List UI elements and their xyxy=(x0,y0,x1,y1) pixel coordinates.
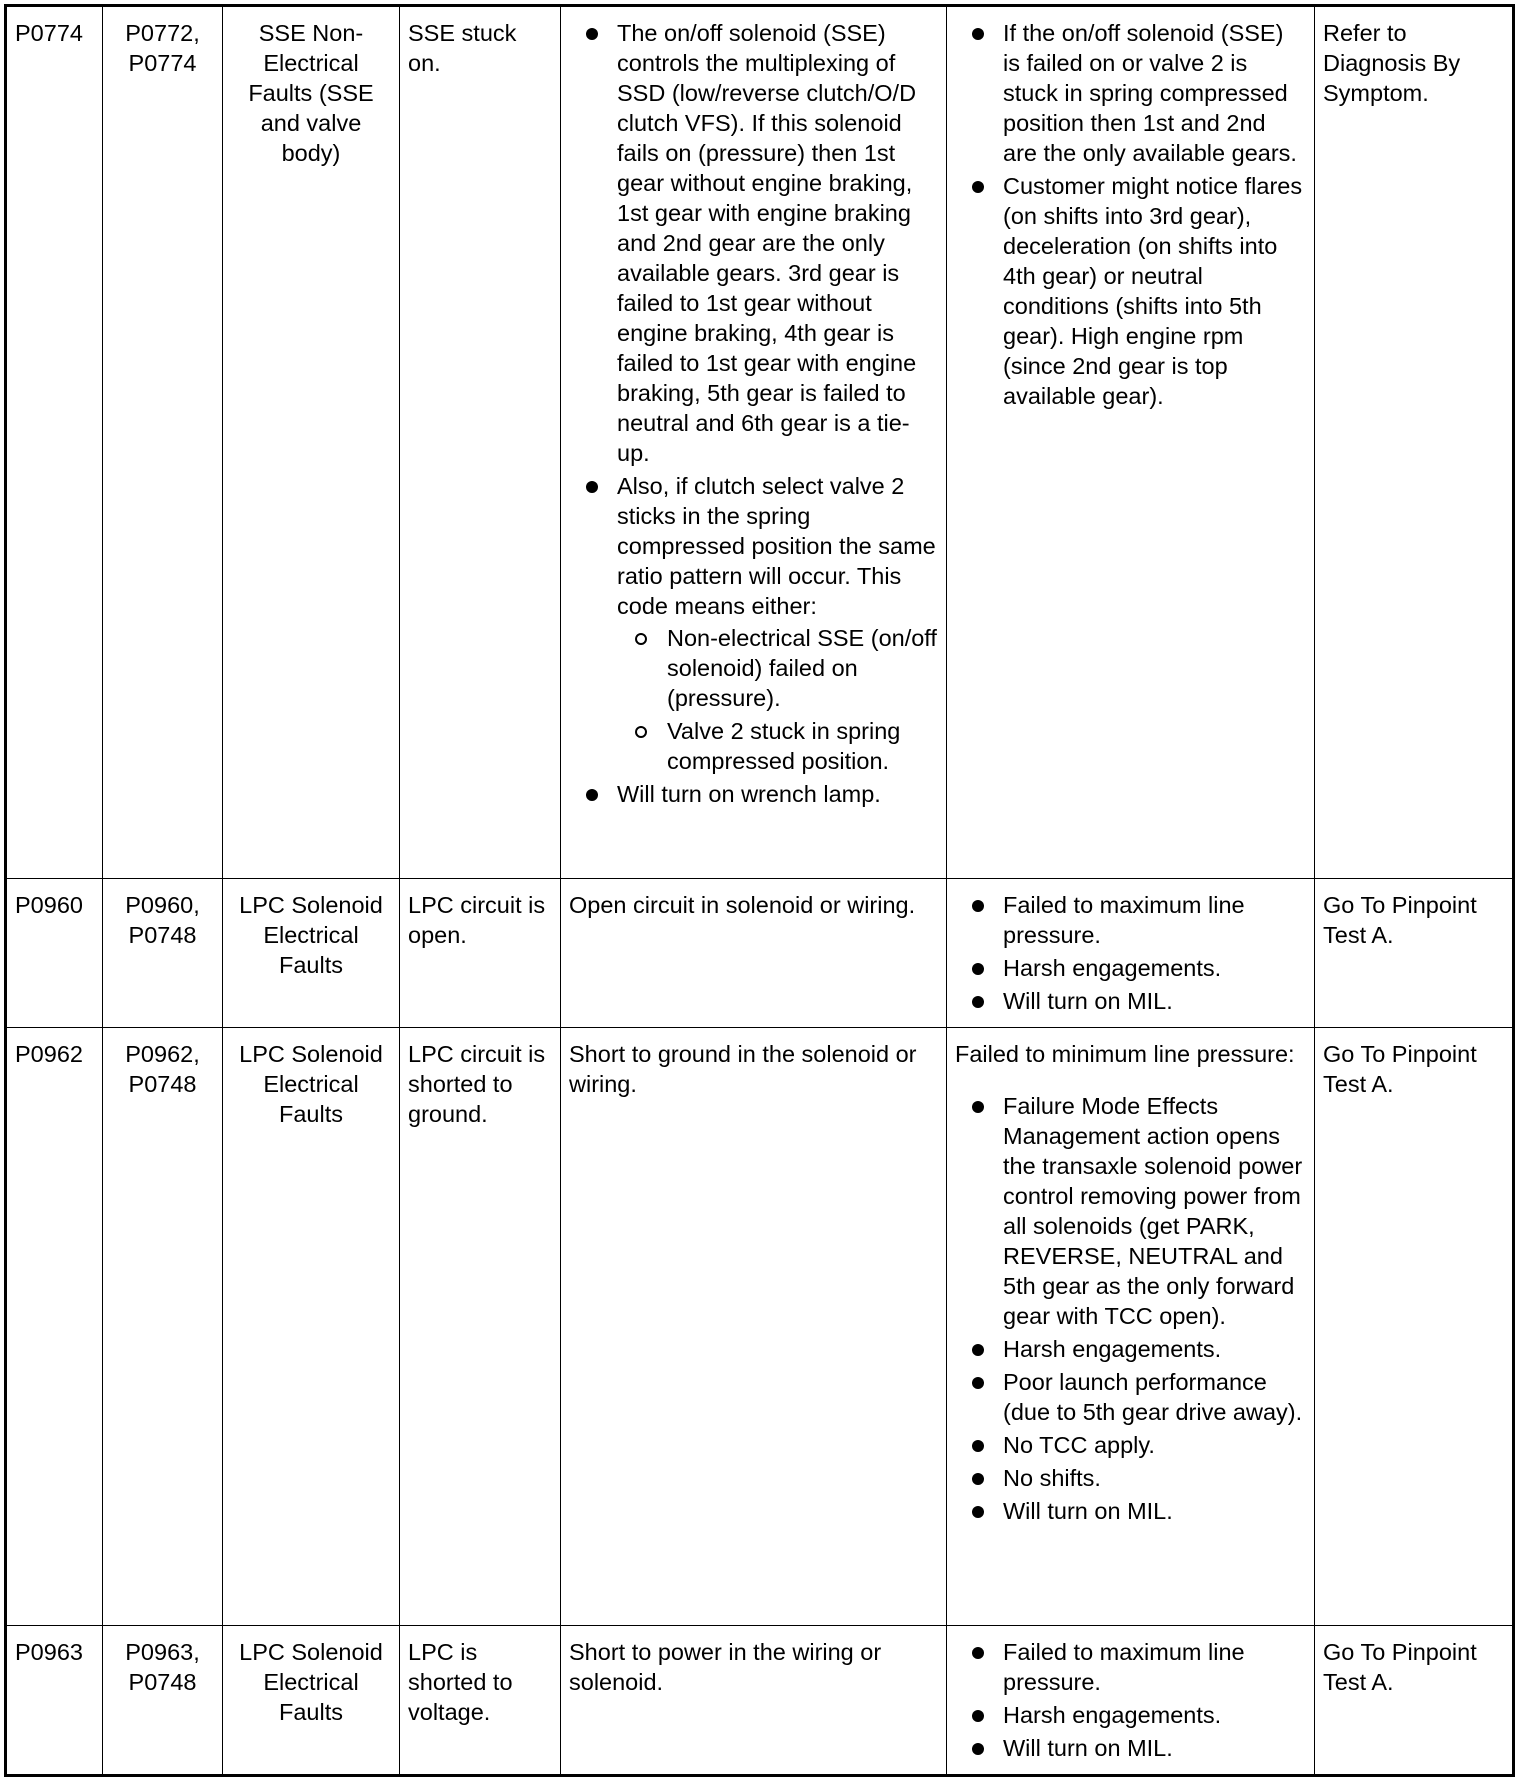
list-item xyxy=(955,1367,1306,1427)
list-item xyxy=(955,1733,1306,1763)
cause-cell xyxy=(561,6,947,879)
cause-list xyxy=(569,18,938,809)
cause-cell xyxy=(561,1626,947,1776)
fault-condition: SSE stuck on. xyxy=(408,20,517,76)
symptom-cell xyxy=(947,879,1315,1028)
sub-list-item xyxy=(617,623,938,713)
symptom-text: Customer might notice flares (on shifts into 3rd gear), deceleration (on shifts into 4th gear) or neutral conditions (shifts into 5th gear). High engine rpm (since 2nd gear is top available gear). xyxy=(1003,173,1303,409)
symptom-lead: Failed to minimum line pressure: xyxy=(955,1041,1295,1067)
fault-condition: LPC is shorted to voltage. xyxy=(408,1639,513,1725)
cause-text: The on/off solenoid (SSE) controls the multiplexing of SSD (low/reverse clutch/O/D clutch VFS). If this solenoid fails on (pressure) then 1st gear without engine braking, 1st gear with engine braking and 2nd gear are the only available gears. 3rd gear is failed to 1st gear without engine braking, 4th gear is failed to 1st gear with engine braking, 5th gear is failed to neutral and 6th gear is a tie-up. xyxy=(617,20,917,466)
dtc-code: P0774 xyxy=(15,20,83,46)
condition-cell xyxy=(400,879,561,1028)
symptom-text: Harsh engagements. xyxy=(1003,1702,1222,1728)
cause-cell xyxy=(561,1028,947,1626)
dtc-code-cell xyxy=(6,6,103,879)
symptom-list xyxy=(955,890,1306,1016)
symptom-cell xyxy=(947,6,1315,879)
cause-subtext: Non-electrical SSE (on/off solenoid) failed on (pressure). xyxy=(667,625,937,711)
symptom-text: Harsh engagements. xyxy=(1003,1336,1222,1362)
cause-subtext: Valve 2 stuck in spring compressed position. xyxy=(667,718,901,774)
cause-text: Short to ground in the solenoid or wiring. xyxy=(569,1041,917,1097)
dtc-code: P0963 xyxy=(15,1639,83,1665)
list-item xyxy=(569,471,938,776)
action-text: Go To Pinpoint Test A. xyxy=(1323,892,1477,948)
description-cell xyxy=(223,6,400,879)
related-codes: P0962, P0748 xyxy=(125,1041,200,1097)
list-item xyxy=(955,953,1306,983)
description-cell xyxy=(223,1028,400,1626)
list-item xyxy=(569,18,938,468)
related-codes-cell xyxy=(103,879,223,1028)
symptom-text: Failure Mode Effects Management action opens the transaxle solenoid power control removing power from all solenoids (get PARK, REVERSE, NEUTRAL and 5th gear as the only forward gear with TCC open). xyxy=(1003,1093,1303,1329)
fault-description: LPC Solenoid Electrical Faults xyxy=(239,1041,383,1127)
description-cell xyxy=(223,1626,400,1776)
cause-cell xyxy=(561,879,947,1028)
description-cell xyxy=(223,879,400,1028)
list-item xyxy=(955,890,1306,950)
cause-text: Open circuit in solenoid or wiring. xyxy=(569,892,916,918)
cause-text: Also, if clutch select valve 2 sticks in the spring compressed position the same ratio pattern will occur. This code means either: xyxy=(617,473,936,619)
list-item xyxy=(955,1430,1306,1460)
list-item xyxy=(955,986,1306,1016)
table-row xyxy=(6,6,1514,879)
symptom-text: Harsh engagements. xyxy=(1003,955,1222,981)
fault-condition: LPC circuit is shorted to ground. xyxy=(408,1041,546,1127)
list-item xyxy=(955,1700,1306,1730)
related-codes: P0772, P0774 xyxy=(125,20,200,76)
dtc-code-cell xyxy=(6,1028,103,1626)
symptom-text: No TCC apply. xyxy=(1003,1432,1155,1458)
list-item xyxy=(955,1637,1306,1697)
fault-condition: LPC circuit is open. xyxy=(408,892,546,948)
list-item xyxy=(955,1496,1306,1526)
symptom-text: Will turn on MIL. xyxy=(1003,988,1173,1014)
condition-cell xyxy=(400,1626,561,1776)
action-cell xyxy=(1315,1028,1514,1626)
symptom-list xyxy=(955,1637,1306,1763)
related-codes-cell xyxy=(103,1028,223,1626)
action-cell xyxy=(1315,879,1514,1028)
symptom-list xyxy=(955,18,1306,411)
action-text: Refer to Diagnosis By Symptom. xyxy=(1323,20,1461,106)
symptom-text: Failed to maximum line pressure. xyxy=(1003,892,1245,948)
dtc-code: P0960 xyxy=(15,892,83,918)
cause-text: Short to power in the wiring or solenoid. xyxy=(569,1639,882,1695)
fault-description: LPC Solenoid Electrical Faults xyxy=(239,892,383,978)
action-cell xyxy=(1315,6,1514,879)
action-text: Go To Pinpoint Test A. xyxy=(1323,1639,1477,1695)
condition-cell xyxy=(400,1028,561,1626)
dtc-table xyxy=(4,4,1515,1777)
dtc-code: P0962 xyxy=(15,1041,83,1067)
symptom-text: Will turn on MIL. xyxy=(1003,1735,1173,1761)
related-codes: P0960, P0748 xyxy=(125,892,200,948)
symptom-text: Failed to maximum line pressure. xyxy=(1003,1639,1245,1695)
fault-description: LPC Solenoid Electrical Faults xyxy=(239,1639,383,1725)
list-item xyxy=(955,18,1306,168)
dtc-code-cell xyxy=(6,1626,103,1776)
list-item xyxy=(955,1334,1306,1364)
dtc-code-cell xyxy=(6,879,103,1028)
symptom-text: No shifts. xyxy=(1003,1465,1101,1491)
symptom-list xyxy=(955,1091,1306,1526)
action-cell xyxy=(1315,1626,1514,1776)
symptom-text: Poor launch performance (due to 5th gear drive away). xyxy=(1003,1369,1303,1425)
fault-description: SSE Non-Electrical Faults (SSE and valve body) xyxy=(248,20,374,166)
symptom-cell xyxy=(947,1626,1315,1776)
symptom-text: If the on/off solenoid (SSE) is failed on or valve 2 is stuck in spring compressed position then 1st and 2nd are the only available gears. xyxy=(1003,20,1297,166)
related-codes-cell xyxy=(103,1626,223,1776)
symptom-text: Will turn on MIL. xyxy=(1003,1498,1173,1524)
related-codes-cell xyxy=(103,6,223,879)
list-item xyxy=(955,1463,1306,1493)
cause-sublist xyxy=(617,623,938,776)
cause-text: Will turn on wrench lamp. xyxy=(617,781,881,807)
list-item xyxy=(955,1091,1306,1331)
list-item xyxy=(955,171,1306,411)
symptom-cell xyxy=(947,1028,1315,1626)
sub-list-item xyxy=(617,716,938,776)
table-row xyxy=(6,1626,1514,1776)
related-codes: P0963, P0748 xyxy=(125,1639,200,1695)
list-item xyxy=(569,779,938,809)
table-row xyxy=(6,879,1514,1028)
condition-cell xyxy=(400,6,561,879)
action-text: Go To Pinpoint Test A. xyxy=(1323,1041,1477,1097)
table-row xyxy=(6,1028,1514,1626)
